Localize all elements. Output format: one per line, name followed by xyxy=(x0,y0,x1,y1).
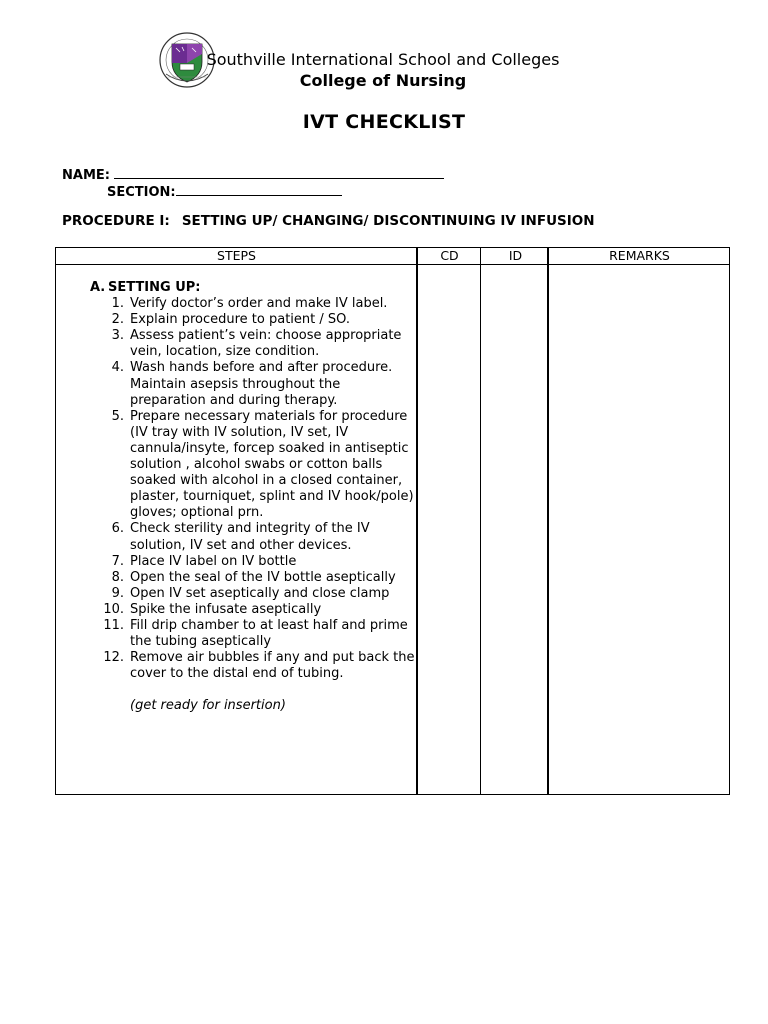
step-text: Wash hands before and after procedure. Maintain asepsis throughout the preparation and during therapy. xyxy=(130,360,393,408)
checklist-table xyxy=(55,247,730,795)
list-item xyxy=(90,521,420,553)
list-item xyxy=(90,554,420,570)
step-number: 8. xyxy=(111,569,124,585)
header-divider xyxy=(56,264,729,265)
step-text: Open IV set aseptically and close clamp xyxy=(130,585,390,601)
step-number: 10. xyxy=(103,601,124,617)
step-number: 4. xyxy=(111,360,124,376)
name-label: NAME: xyxy=(62,168,110,183)
document-title: IVT CHECKLIST xyxy=(302,111,466,133)
header-id: ID xyxy=(508,248,523,263)
step-text: Check sterility and integrity of the IV solution, IV set and other devices. xyxy=(130,521,370,553)
header-cd: CD xyxy=(440,248,459,263)
step-number: 1. xyxy=(111,296,124,312)
step-text: Prepare necessary materials for procedure xyxy=(130,408,408,424)
list-item xyxy=(90,409,420,522)
name-row xyxy=(62,165,444,183)
step-text: Fill drip chamber to at least half and prime the tubing aseptically xyxy=(130,617,408,650)
column-divider-id xyxy=(547,248,549,794)
list-item xyxy=(90,586,420,602)
header-steps: STEPS xyxy=(217,248,256,263)
step-text: Place IV label on IV bottle xyxy=(130,553,297,569)
step-list xyxy=(90,296,420,682)
step-text: Assess patient’s vein: choose appropriate vein, location, size condition. xyxy=(130,328,402,360)
name-blank-line xyxy=(114,165,444,179)
step-text: Open the seal of the IV bottle aseptically xyxy=(130,569,396,585)
section-row xyxy=(107,182,342,200)
procedure-prefix: PROCEDURE I: xyxy=(62,213,170,229)
list-item xyxy=(90,650,420,682)
list-item xyxy=(90,618,420,650)
step-number: 11. xyxy=(103,617,124,633)
section-blank-line xyxy=(176,182,342,196)
step-number: 6. xyxy=(111,521,124,537)
step-number: 2. xyxy=(111,312,124,328)
step-text: Remove air bubbles if any and put back the cover to the distal end of tubing. xyxy=(130,650,415,682)
step-text: Verify doctor’s order and make IV label. xyxy=(130,296,388,312)
column-divider-cd xyxy=(480,248,481,794)
section-title: SETTING UP: xyxy=(108,280,201,295)
header-remarks: REMARKS xyxy=(609,248,670,263)
procedure-heading xyxy=(62,213,595,229)
list-item xyxy=(90,312,420,328)
step-text: Explain procedure to patient / SO. xyxy=(130,312,350,328)
insertion-note: (get ready for insertion) xyxy=(130,698,286,714)
section-letter: A. xyxy=(90,280,106,295)
step-number: 3. xyxy=(111,328,124,344)
step-text: Spike the infusate aseptically xyxy=(130,601,322,617)
step-detail: (IV tray with IV solution, IV set, IV cannula/insyte, forcep soaked in antiseptic solution , alcohol swabs or cotton balls soaked with alcohol in a closed container, plaster, tourniquet, splint and IV hook/pole) gloves; optional prn. xyxy=(130,424,414,521)
steps-cell xyxy=(90,280,420,714)
step-number: 5. xyxy=(111,408,124,424)
list-item xyxy=(90,296,420,312)
step-number: 12. xyxy=(103,650,124,666)
school-name: Southville International School and Colleges xyxy=(206,50,560,69)
step-number: 9. xyxy=(111,585,124,601)
college-name: College of Nursing xyxy=(299,71,467,90)
list-item xyxy=(90,570,420,586)
section-heading xyxy=(90,280,420,296)
step-number: 7. xyxy=(111,553,124,569)
list-item xyxy=(90,328,420,360)
list-item xyxy=(90,360,420,408)
procedure-title: SETTING UP/ CHANGING/ DISCONTINUING IV INFUSION xyxy=(181,213,595,229)
section-label: SECTION: xyxy=(107,185,176,200)
list-item xyxy=(90,602,420,618)
